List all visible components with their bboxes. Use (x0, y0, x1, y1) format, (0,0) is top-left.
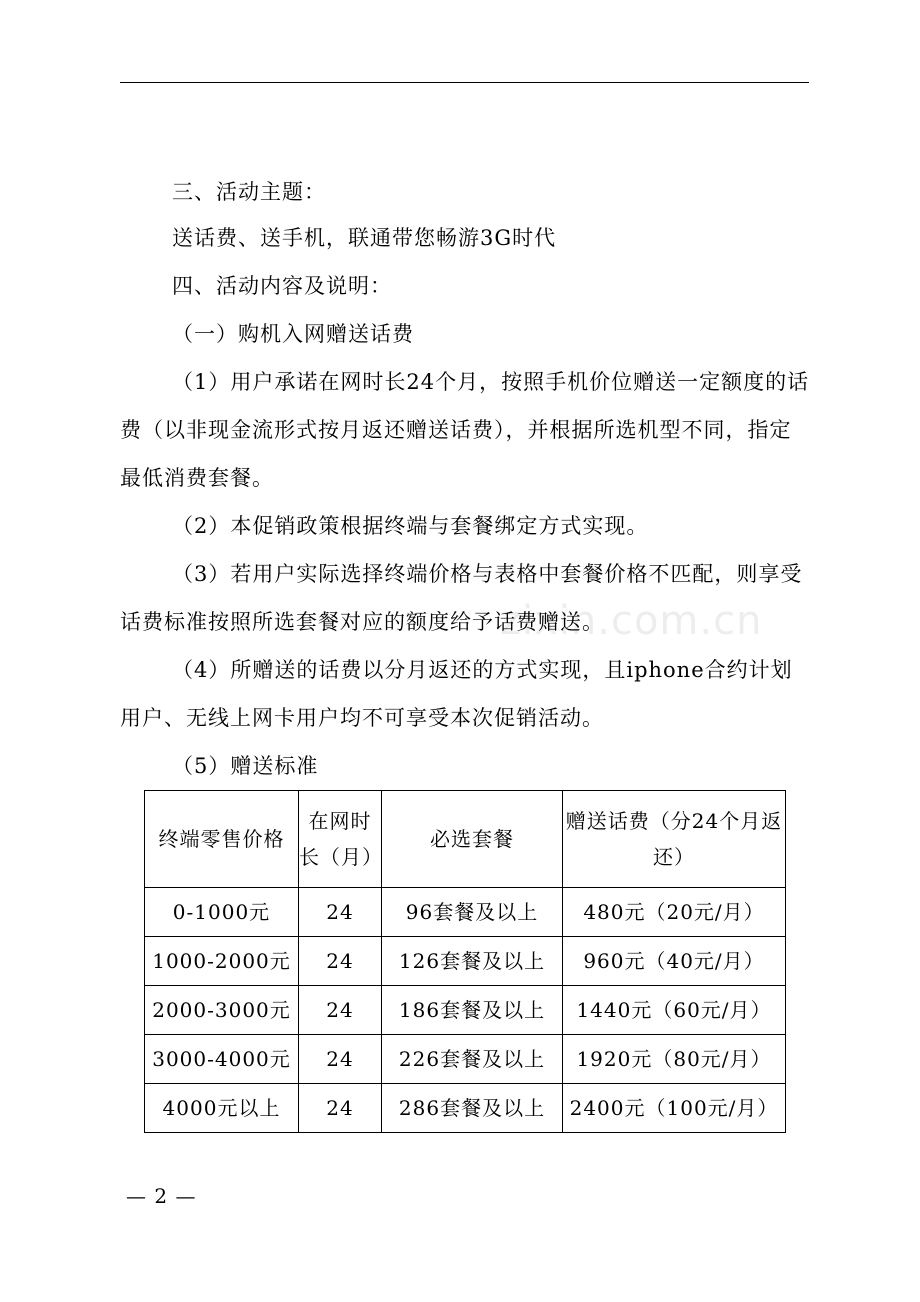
clause-5: （5）赠送标准 (172, 754, 319, 778)
cell-duration: 24 (299, 937, 382, 986)
cell-price: 0-1000元 (145, 888, 299, 937)
table-row (145, 1084, 786, 1133)
cell-duration: 24 (299, 888, 382, 937)
clause-1: （1）用户承诺在网时长24个月，按照手机价位赠送一定额度的话费（以非现金流形式按月返还赠送话费），并根据所选机型不同，指定最低消费套餐。 (120, 370, 810, 490)
cell-duration: 24 (299, 986, 382, 1035)
header-price: 终端零售价格 (145, 791, 299, 888)
cell-price: 1000-2000元 (145, 937, 299, 986)
cell-price: 2000-3000元 (145, 986, 299, 1035)
header-gift: 赠送话费（分24个月返还） (563, 791, 786, 888)
cell-gift: 1920元（80元/月） (563, 1035, 786, 1084)
table-header-row (145, 791, 786, 888)
table-row (145, 888, 786, 937)
cell-package: 126套餐及以上 (382, 937, 563, 986)
header-rule (120, 82, 809, 83)
cell-duration: 24 (299, 1035, 382, 1084)
section-heading-theme: 三、活动主题： (172, 180, 326, 204)
section-heading-content: 四、活动内容及说明： (172, 274, 392, 298)
header-package: 必选套餐 (382, 791, 563, 888)
cell-package: 286套餐及以上 (382, 1084, 563, 1133)
table-row (145, 937, 786, 986)
cell-gift: 2400元（100元/月） (563, 1084, 786, 1133)
cell-package: 226套餐及以上 (382, 1035, 563, 1084)
cell-package: 186套餐及以上 (382, 986, 563, 1035)
clause-3: （3）若用户实际选择终端价格与表格中套餐价格不匹配，则享受话费标准按照所选套餐对应的额度给予话费赠送。 (120, 562, 803, 634)
cell-duration: 24 (299, 1084, 382, 1133)
theme-text: 送话费、送手机，联通带您畅游3G时代 (172, 226, 557, 250)
page-number: — 2 — (126, 1184, 197, 1208)
clause-4: （4）所赠送的话费以分月返还的方式实现，且iphone合约计划用户、无线上网卡用户均不可享受本次促销活动。 (120, 658, 793, 730)
clause-2: （2）本促销政策根据终端与套餐绑定方式实现。 (172, 514, 649, 538)
table-row (145, 986, 786, 1035)
gift-standard-table (144, 790, 786, 1133)
table-row (145, 1035, 786, 1084)
cell-gift: 480元（20元/月） (563, 888, 786, 937)
cell-gift: 960元（40元/月） (563, 937, 786, 986)
watermark: zixin.com.cn (500, 598, 763, 644)
header-duration: 在网时长（月） (299, 791, 382, 888)
cell-price: 4000元以上 (145, 1084, 299, 1133)
subsection-heading: （一）购机入网赠送话费 (172, 322, 414, 346)
cell-package: 96套餐及以上 (382, 888, 563, 937)
cell-price: 3000-4000元 (145, 1035, 299, 1084)
cell-gift: 1440元（60元/月） (563, 986, 786, 1035)
